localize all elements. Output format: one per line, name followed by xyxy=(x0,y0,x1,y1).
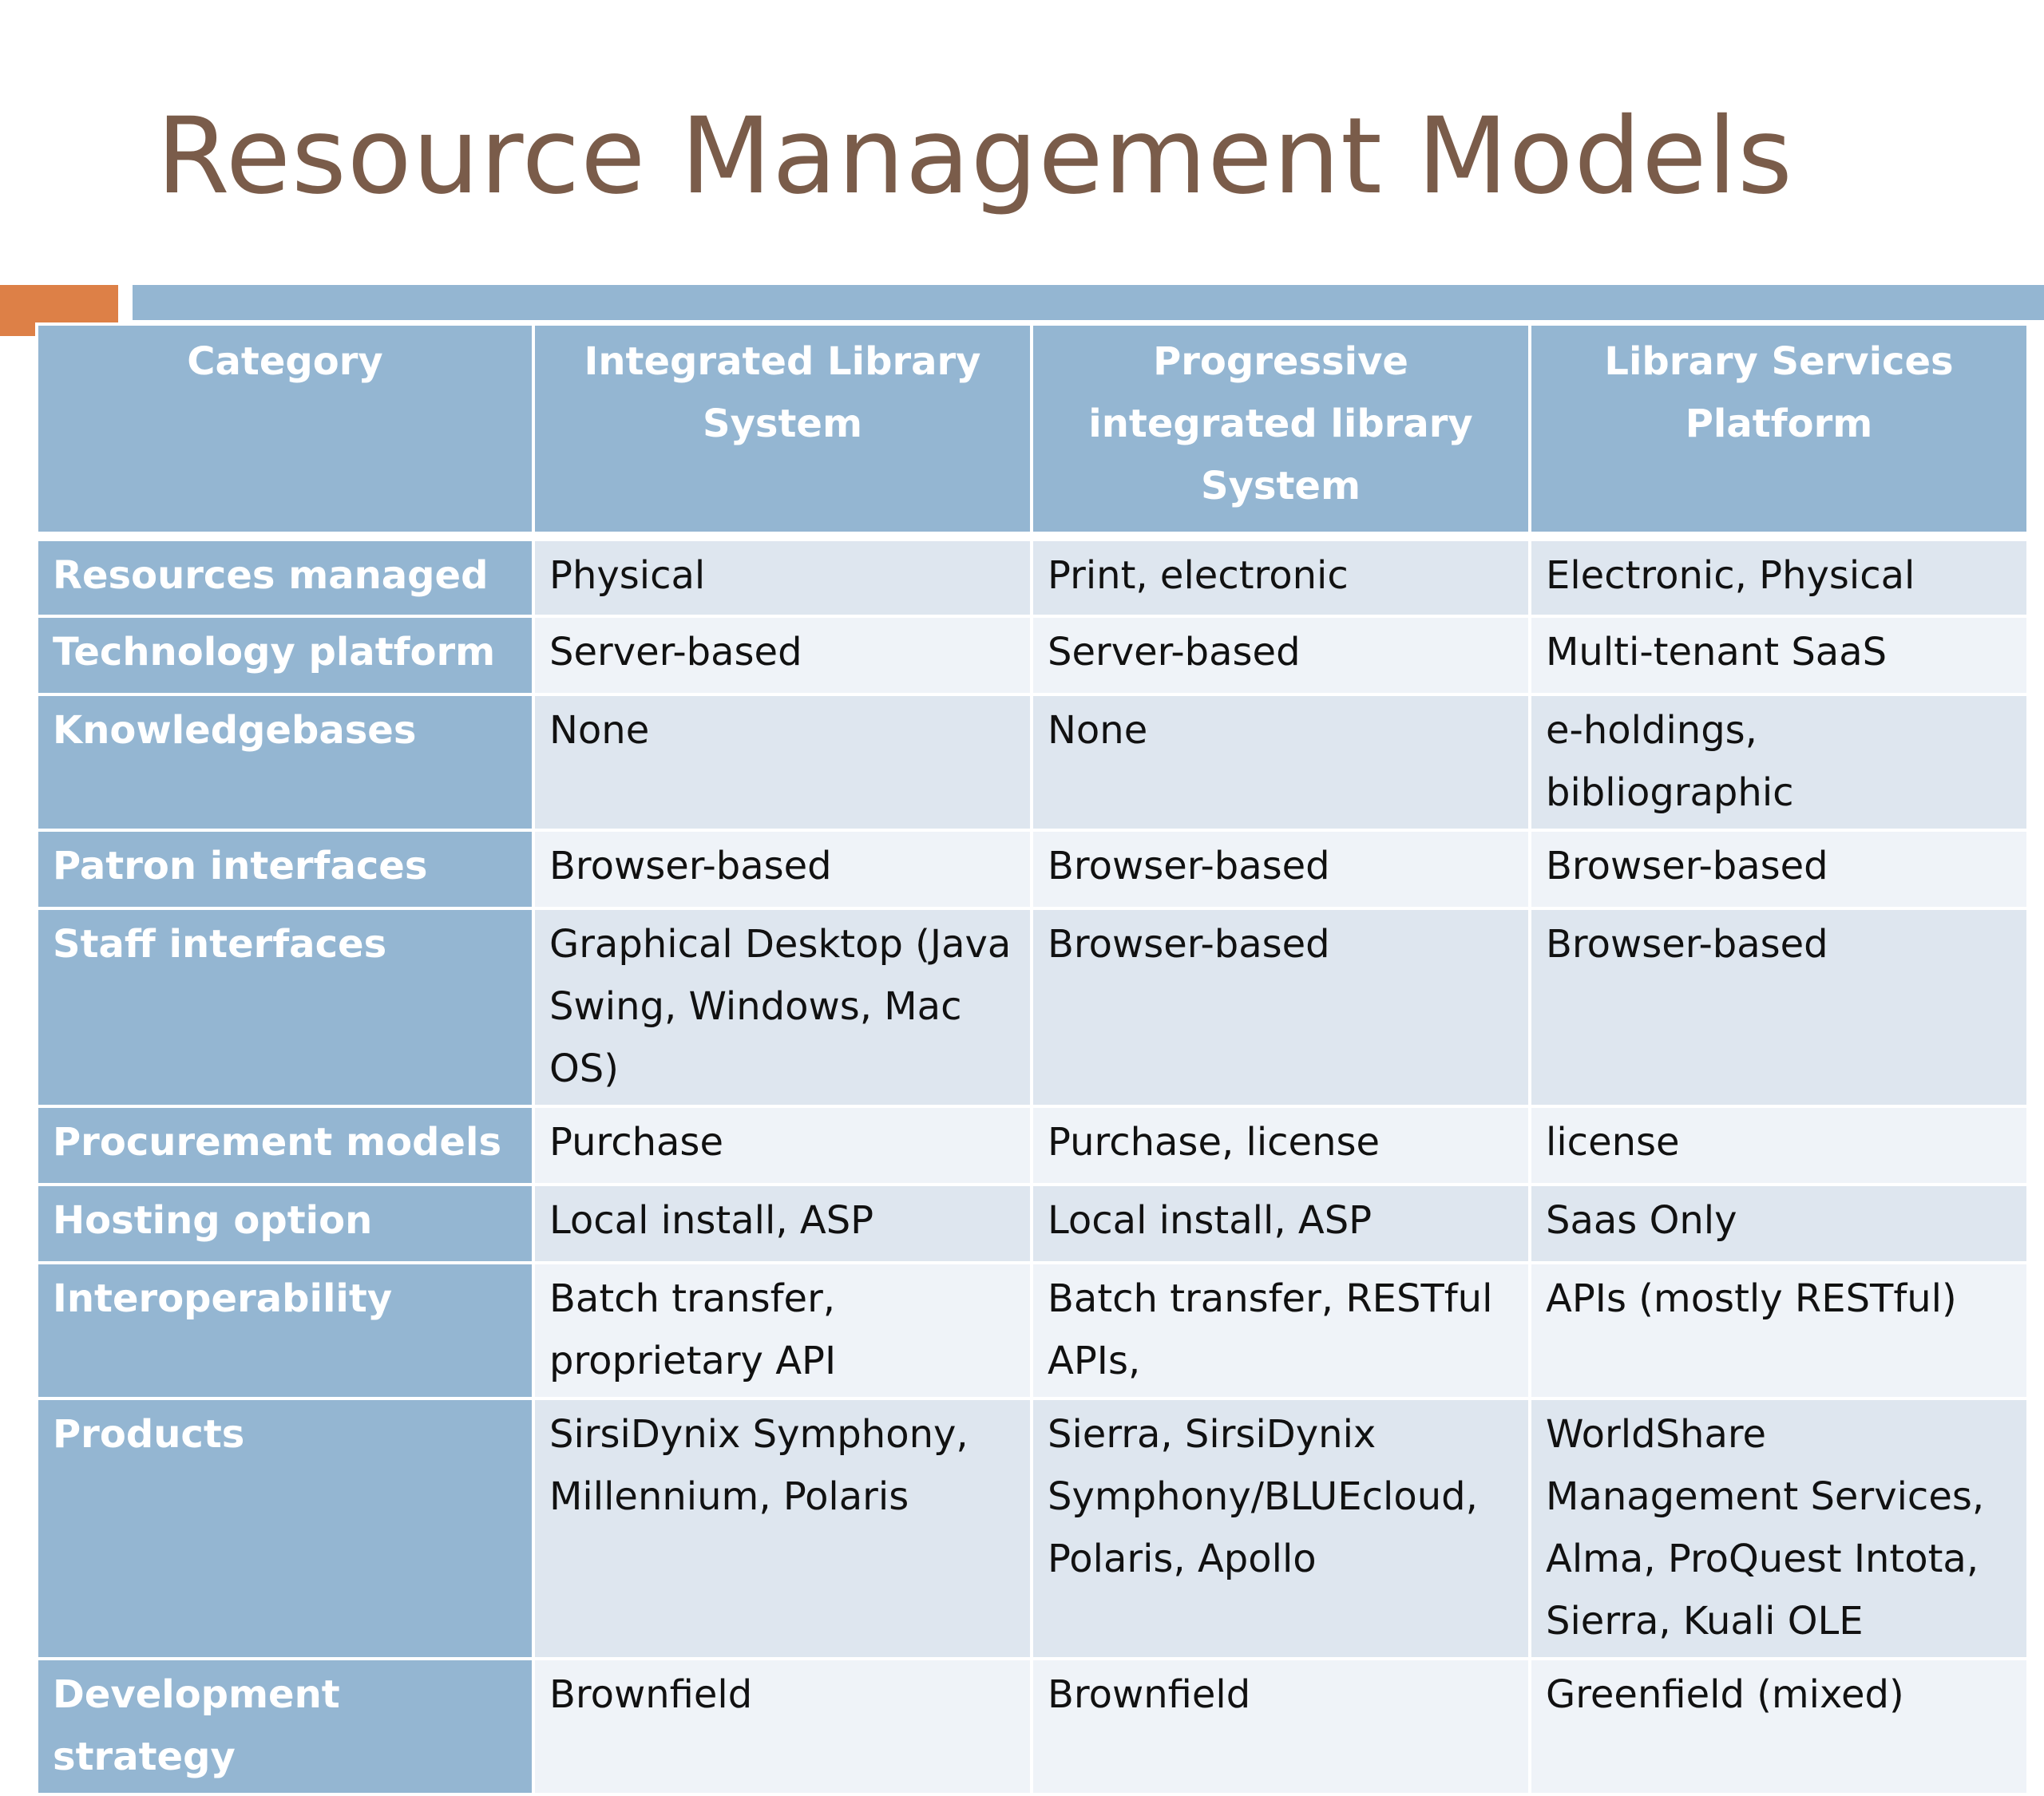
cell-ils: Physical xyxy=(533,536,1032,616)
cell-pils: Sierra, SirsiDynix Symphony/BLUEcloud, Polaris, Apollo xyxy=(1032,1398,1530,1659)
table-row xyxy=(37,694,2028,830)
cell-pils: Browser-based xyxy=(1032,908,1530,1106)
cell-pils: Batch transfer, RESTful APIs, xyxy=(1032,1263,1530,1398)
cell-lsp: license xyxy=(1530,1106,2028,1185)
row-category: Products xyxy=(37,1398,533,1659)
table-row xyxy=(37,908,2028,1106)
table-header-row xyxy=(37,324,2028,536)
cell-ils: None xyxy=(533,694,1032,830)
row-category: Resources managed xyxy=(37,536,533,616)
cell-lsp: Browser-based xyxy=(1530,908,2028,1106)
cell-ils: Batch transfer, proprietary API xyxy=(533,1263,1032,1398)
cell-pils: None xyxy=(1032,694,1530,830)
cell-lsp: WorldShare Management Services, Alma, ProQuest Intota, Sierra, Kuali OLE xyxy=(1530,1398,2028,1659)
table-row xyxy=(37,830,2028,908)
row-category: Knowledgebases xyxy=(37,694,533,830)
cell-lsp: APIs (mostly RESTful) xyxy=(1530,1263,2028,1398)
row-category: Technology platform xyxy=(37,616,533,694)
column-header-category: Category xyxy=(37,324,533,536)
cell-lsp: Greenfield (mixed) xyxy=(1530,1659,2028,1794)
cell-ils: Browser-based xyxy=(533,830,1032,908)
column-header-lsp: Library Services Platform xyxy=(1530,324,2028,536)
table-row xyxy=(37,1185,2028,1263)
comparison-table xyxy=(35,322,2030,1796)
row-category: Patron interfaces xyxy=(37,830,533,908)
cell-ils: SirsiDynix Symphony, Millennium, Polaris xyxy=(533,1398,1032,1659)
table-row xyxy=(37,1263,2028,1398)
cell-pils: Browser-based xyxy=(1032,830,1530,908)
row-category: Staff interfaces xyxy=(37,908,533,1106)
row-category: Procurement models xyxy=(37,1106,533,1185)
accent-bar-blue xyxy=(133,285,2044,320)
cell-ils: Purchase xyxy=(533,1106,1032,1185)
slide-title: Resource Management Models xyxy=(156,95,1793,218)
cell-ils: Brownfield xyxy=(533,1659,1032,1794)
row-category: Development strategy xyxy=(37,1659,533,1794)
cell-pils: Print, electronic xyxy=(1032,536,1530,616)
column-header-ils: Integrated Library System xyxy=(533,324,1032,536)
table-row xyxy=(37,1398,2028,1659)
cell-pils: Server-based xyxy=(1032,616,1530,694)
cell-ils: Server-based xyxy=(533,616,1032,694)
table-row xyxy=(37,616,2028,694)
cell-lsp: Multi-tenant SaaS xyxy=(1530,616,2028,694)
row-category: Interoperability xyxy=(37,1263,533,1398)
column-header-pils: Progressive integrated library System xyxy=(1032,324,1530,536)
row-category: Hosting option xyxy=(37,1185,533,1263)
cell-ils: Graphical Desktop (Java Swing, Windows, Mac OS) xyxy=(533,908,1032,1106)
table-row xyxy=(37,536,2028,616)
cell-ils: Local install, ASP xyxy=(533,1185,1032,1263)
table-row xyxy=(37,1659,2028,1794)
cell-pils: Purchase, license xyxy=(1032,1106,1530,1185)
cell-lsp: e-holdings, bibliographic xyxy=(1530,694,2028,830)
cell-pils: Local install, ASP xyxy=(1032,1185,1530,1263)
cell-pils: Brownfield xyxy=(1032,1659,1530,1794)
table-row xyxy=(37,1106,2028,1185)
cell-lsp: Saas Only xyxy=(1530,1185,2028,1263)
cell-lsp: Browser-based xyxy=(1530,830,2028,908)
cell-lsp: Electronic, Physical xyxy=(1530,536,2028,616)
